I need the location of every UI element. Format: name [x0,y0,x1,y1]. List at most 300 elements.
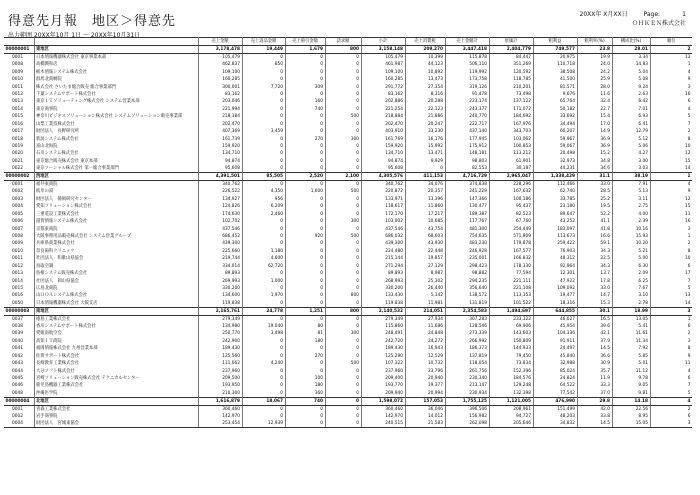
value-cell: 279,349 [198,315,242,323]
column-header: 小計 [361,38,405,46]
value-cell: 15.2 [577,150,612,157]
value-cell: 89,893 [361,270,405,277]
customer-row [4,255,692,262]
value-cell: 14,012 [405,413,445,420]
customer-code: 0018 [4,135,34,142]
value-cell: 1,970 [242,292,285,299]
value-cell: 0 [325,300,361,308]
value-cell: 500 [325,233,361,240]
customer-name: 佐賀サポート株式会社 [34,352,198,359]
value-cell: 210,201 [489,83,533,90]
value-cell: 15.4 [577,113,612,120]
value-cell: 120,592 [489,68,533,75]
value-cell: 0 [325,76,361,83]
customer-name: 高橋興和店 [34,61,198,68]
customer-code: 0001 [4,181,34,189]
value-cell: 330,200 [198,285,242,292]
value-cell: 0 [325,240,361,247]
value-cell: 209,400 [361,375,405,382]
customer-code: 0020 [4,150,34,157]
value-cell: 119,992 [445,68,489,75]
value-cell: 12,529 [405,352,445,359]
page-number: 1 [682,11,686,18]
customer-row [4,420,692,428]
customer-row [4,54,692,62]
customer-name: 山口ＯＡシステム株式会社 [34,292,198,299]
value-cell: 179,878 [489,240,533,247]
value-cell: 17.0 [577,121,612,128]
value-cell: 83,162 [361,91,405,98]
value-cell: 24,272 [405,338,445,345]
value-cell: 0 [325,255,361,262]
customer-code: 0041 [4,345,34,352]
value-cell: 241,229 [445,188,489,195]
value-cell: 186,373 [445,345,489,352]
value-cell: 218,384 [198,113,242,120]
value-cell: 0 [242,345,285,352]
value-cell: 209,500 [198,375,242,382]
value-cell: 134,600 [198,292,242,299]
value-cell: 0 [325,210,361,217]
value-cell: 0 [242,240,285,247]
value-cell: 0 [242,113,285,120]
value-cell: 356,640 [445,285,489,292]
value-cell: 17.8 [577,277,612,284]
value-cell: 76,903 [533,248,577,255]
customer-row [4,352,692,359]
value-cell: 0 [325,158,361,165]
customer-row [4,315,692,323]
value-cell: 47,922 [533,277,577,284]
value-cell: 5,142 [405,292,445,299]
value-cell: 7,720 [242,83,285,90]
value-cell: 22,123 [405,106,445,113]
value-cell: 23,796 [405,367,445,374]
customer-row [4,150,692,157]
value-cell: 48,203 [533,413,577,420]
value-cell: 0 [285,61,325,68]
value-cell: 754,635 [445,233,489,240]
value-cell: 0 [285,203,325,210]
value-cell: 178,330 [489,263,533,270]
value-cell: 9 [687,77,691,83]
value-cell: 20,975 [533,54,577,62]
value-cell: 0 [285,54,325,62]
value-cell: 210,300 [198,390,242,398]
value-cell: 89,893 [198,270,242,277]
value-cell: 250,770 [198,330,242,337]
value-cell: 0 [285,263,325,270]
value-cell: 0 [285,158,325,165]
customer-name: 東京商事院 [34,106,198,113]
value-cell: 19,477 [533,292,577,299]
value-cell: 60,207 [533,128,577,135]
value-cell: 481,300 [445,225,489,232]
value-cell: 259,422 [533,240,577,247]
value-cell: 183,097 [533,225,577,232]
customer-name: 愛知ソリューション株式会社 [34,203,198,210]
column-header: 粗利率(%) [577,38,612,46]
value-cell: 77,594 [489,270,533,277]
value-cell: 0 [325,121,361,128]
customer-code: 0013 [4,98,34,105]
value-cell: 113,212 [489,150,533,157]
customer-row [4,210,692,217]
value-cell: 138,572 [445,292,489,299]
value-cell: 134,927 [198,196,242,203]
value-cell: 7.91 [612,181,650,189]
value-cell: 0 [285,150,325,157]
value-cell: 22.56 [612,405,650,413]
value-cell: 462,837 [198,61,242,68]
value-cell: 34.3 [577,248,612,255]
value-cell: 33,230 [405,128,445,135]
value-cell: 11 [685,361,691,367]
value-cell: 6.25 [612,277,650,284]
value-cell: 143,603 [489,330,533,337]
value-cell: 3,178,478 [198,46,242,54]
customer-row [4,76,692,83]
value-cell: 10.16 [612,225,650,232]
value-cell: 4 [687,368,691,374]
report-table [4,37,692,428]
value-cell: 36.6 [577,352,612,359]
value-cell: 8 [687,346,691,352]
value-cell: 35.7 [577,367,612,374]
value-cell: 437,140 [445,128,489,135]
value-cell: 208,961 [489,405,533,413]
value-cell: 100 [285,375,325,382]
value-cell: 111,062 [198,360,242,367]
region-subtotal-row [4,46,692,54]
value-cell: 30,187 [489,165,533,173]
customer-row [4,277,692,284]
value-cell: 0 [285,413,325,420]
value-cell: 0 [242,181,285,189]
value-cell: 109,100 [198,68,242,75]
value-cell: 8,987 [405,270,445,277]
value-cell: 7.01 [612,106,650,113]
column-header: 売上金額 [198,38,242,46]
value-cell: 0 [242,54,285,62]
value-cell: 147,366 [445,196,489,203]
column-header: 売上返品金額 [242,38,285,46]
value-cell: 5 [687,114,691,120]
customer-row [4,240,692,247]
customer-name: 三重電設工業株式会社 [34,210,198,217]
value-cell: 403,910 [361,128,405,135]
value-cell: 20,498 [533,150,577,157]
value-cell: 920 [285,233,325,240]
customer-code: 0009 [4,68,34,75]
customer-code: 0008 [4,61,34,68]
value-cell: 81,571 [533,83,577,90]
customer-row [4,300,692,308]
value-cell: 152,396 [489,367,533,374]
value-cell: 3 [687,338,691,344]
value-cell: 10,685 [405,218,445,225]
value-cell: 300 [325,135,361,142]
value-cell: 461,987 [361,61,405,68]
value-cell: 14.5 [577,345,612,352]
customer-row [4,68,692,75]
value-cell: 226,522 [198,188,242,195]
value-cell: 0 [242,143,285,150]
customer-row [4,165,692,173]
value-cell: 230,340 [445,375,489,382]
value-cell: 0 [242,390,285,398]
value-cell: 340,762 [361,181,405,189]
value-cell: 34.3 [577,263,612,270]
value-cell: 193,770 [361,382,405,389]
customer-name: 宮崎ソリューション販売株式会社 テクニカルセンター [34,375,198,382]
value-cell: 0 [325,225,361,232]
value-cell: 1 [650,173,692,181]
value-cell: 5.85 [612,352,650,359]
value-cell: 9 [687,353,691,359]
value-cell: 439,300 [198,240,242,247]
customer-code: 0050 [4,300,34,308]
customer-row [4,413,692,420]
customer-name: 群馬北商網院 [34,76,198,83]
value-cell: 262,098 [445,420,489,428]
value-cell: 45,840 [533,352,577,359]
customer-row [4,225,692,232]
value-cell: 94,727 [489,413,533,420]
value-cell: 0 [242,233,285,240]
customer-name: 社団法人 和歌山県協会 [34,255,198,262]
value-cell: 0 [285,277,325,284]
value-cell: 4,240 [242,360,285,367]
customer-code: 00000002 [4,173,34,181]
value-cell: 77,542 [533,390,577,398]
value-cell: 11.9 [577,375,612,382]
value-cell: 14.5 [577,420,612,428]
customer-row [4,83,692,90]
value-cell: 374,838 [445,181,489,189]
value-cell: 1,251 [285,307,325,315]
value-cell: 0 [285,91,325,98]
customer-code: 0042 [4,352,34,359]
value-cell: 343,703 [489,128,533,135]
value-cell: 0 [285,210,325,217]
value-cell: 15.3 [577,300,612,308]
value-cell: 13.05 [612,315,650,323]
customer-name: 大分ソフト株式会社 [34,367,198,374]
value-cell: 24,824 [533,375,577,382]
value-cell: 14 [685,166,691,172]
value-cell: 98,882 [445,270,489,277]
value-cell: 91,478 [445,91,489,98]
value-cell: 119,838 [361,300,405,308]
value-cell: 0 [242,338,285,345]
value-cell: 0 [285,270,325,277]
value-cell: 81 [285,330,325,337]
value-cell: 309 [285,83,325,90]
value-cell: 202,886 [361,98,405,105]
value-cell: 157,053 [405,397,445,405]
value-cell: 107,322 [361,360,405,367]
value-cell: 27,934 [405,315,445,323]
value-cell: 242,720 [361,338,405,345]
value-cell: 11.34 [612,338,650,345]
customer-code: 0011 [4,83,34,90]
value-cell: 8.95 [612,413,650,420]
customer-code: 0013 [4,270,34,277]
value-cell: 161,769 [361,135,405,142]
value-cell: 246,928 [445,248,489,255]
value-cell: 2,165,761 [198,307,242,315]
value-cell: 189,430 [361,345,405,352]
value-cell: 221,111 [489,277,533,284]
value-cell: 0 [285,121,325,128]
value-cell: 17,217 [405,210,445,217]
value-cell: 82,523 [489,210,533,217]
value-cell: 44,123 [405,61,445,68]
value-cell: 3 [687,84,691,90]
value-cell: 177,945 [445,135,489,142]
customer-code: 0016 [4,292,34,299]
value-cell: 0 [325,248,361,255]
value-cell: 0 [325,128,361,135]
value-cell: 0 [325,338,361,345]
value-cell: 0 [285,113,325,120]
value-cell: 268,993 [361,277,405,284]
column-header: 売上消費税 [405,38,445,46]
value-cell: 17 [685,271,691,277]
value-cell: 28.0 [577,83,612,90]
customer-code: 0011 [4,255,34,262]
value-cell: 2,965,047 [489,173,533,181]
value-cell: 132,398 [489,390,533,398]
value-cell: 84,447 [489,54,533,62]
value-cell: 1,679 [285,46,325,54]
value-cell: 105,479 [361,54,405,62]
value-cell: 62,740 [533,188,577,195]
value-cell: 151,499 [533,405,577,413]
value-cell: 1 [687,316,691,322]
value-cell: 33.8 [577,413,612,420]
value-cell: 2,460 [242,210,285,217]
customer-row [4,196,692,203]
value-cell: 89,647 [533,210,577,217]
value-cell: 0 [325,68,361,75]
value-cell: 6 [687,413,691,419]
value-cell: 850 [242,61,285,68]
value-cell: 9.78 [612,375,650,382]
customer-name: 栃木情報システム株式会社 [34,68,198,75]
value-cell: 134,710 [361,150,405,157]
value-cell: 109,100 [361,68,405,75]
customer-row [4,188,692,195]
customer-name: 財団法人 宮城東協会 [34,420,198,428]
value-cell: 0 [242,382,285,389]
customer-row [4,367,692,374]
value-cell: 1,598,072 [361,397,405,405]
value-cell: 11.6 [577,91,612,98]
value-cell: 439,300 [361,240,405,247]
value-cell: 12,301 [533,270,577,277]
value-cell: 167,632 [489,188,533,195]
value-cell: 0 [325,405,361,413]
customer-name: 富山北海院 [34,143,198,150]
column-header: 売上値引金額 [285,38,325,46]
value-cell: 161,739 [198,135,242,142]
value-cell: 6,209 [242,203,285,210]
value-cell: 103,062 [489,135,533,142]
value-cell: 273,339 [445,330,489,337]
value-cell: 740 [285,106,325,113]
value-cell: 137,819 [445,352,489,359]
value-cell: 2 [687,129,691,135]
value-cell: 437,546 [361,225,405,232]
value-cell: 4.27 [612,150,650,157]
customer-row [4,233,692,240]
value-cell: 171,072 [489,106,533,113]
value-cell: 24,848 [405,330,445,337]
value-cell: 15,992 [405,143,445,150]
value-cell: 254,449 [489,225,533,232]
value-cell: 3 [687,226,691,232]
region-subtotal-row [4,397,692,405]
value-cell: 10,732 [405,360,445,367]
customer-name: 石川システム株式会社 [34,150,198,157]
value-cell: 156,982 [445,413,489,420]
value-cell: 20,357 [405,188,445,195]
value-cell: 13 [685,55,691,60]
customer-row [4,98,692,105]
value-cell: 202,470 [198,121,242,128]
value-cell: 19,377 [405,382,445,389]
value-cell: 33,692 [533,113,577,120]
value-cell: 3 [650,307,692,315]
value-cell: 571,809 [489,233,533,240]
value-cell: 137,122 [489,98,533,105]
value-cell: 7.92 [612,345,650,352]
customer-code: 0039 [4,330,34,337]
customer-name: 鹿児島機器工業株式会社 [34,382,198,389]
value-cell: 142,970 [361,413,405,420]
value-cell: 41,500 [533,76,577,83]
value-cell: 23.8 [577,46,612,54]
value-cell: 26,440 [405,285,445,292]
value-cell: 10,399 [405,54,445,62]
customer-code: 00000004 [4,397,34,405]
customer-row [4,121,692,128]
report-meta [580,10,687,28]
value-cell: 6 [687,99,691,105]
value-cell: 0 [242,91,285,98]
value-cell: 27,354 [405,83,445,90]
value-cell: 48,312 [533,255,577,262]
customer-row [4,360,692,367]
customer-name: 新潟システム株式会社 [34,135,198,142]
value-cell: 9 [687,189,691,195]
value-cell: 0 [285,315,325,323]
value-cell: 18,316 [533,300,577,308]
region-subtotal-row [4,307,692,315]
customer-code: 0012 [4,263,34,270]
customer-name: 広島北商院 [34,285,198,292]
value-cell: 174,630 [198,210,242,217]
value-cell: 3.03 [612,165,650,173]
value-cell: 189,430 [198,345,242,352]
customer-name: 京都東商院 [34,225,198,232]
value-cell: 506,110 [445,61,489,68]
value-cell: 0 [285,218,325,225]
customer-row [4,338,692,345]
value-cell: 4 [687,182,691,188]
